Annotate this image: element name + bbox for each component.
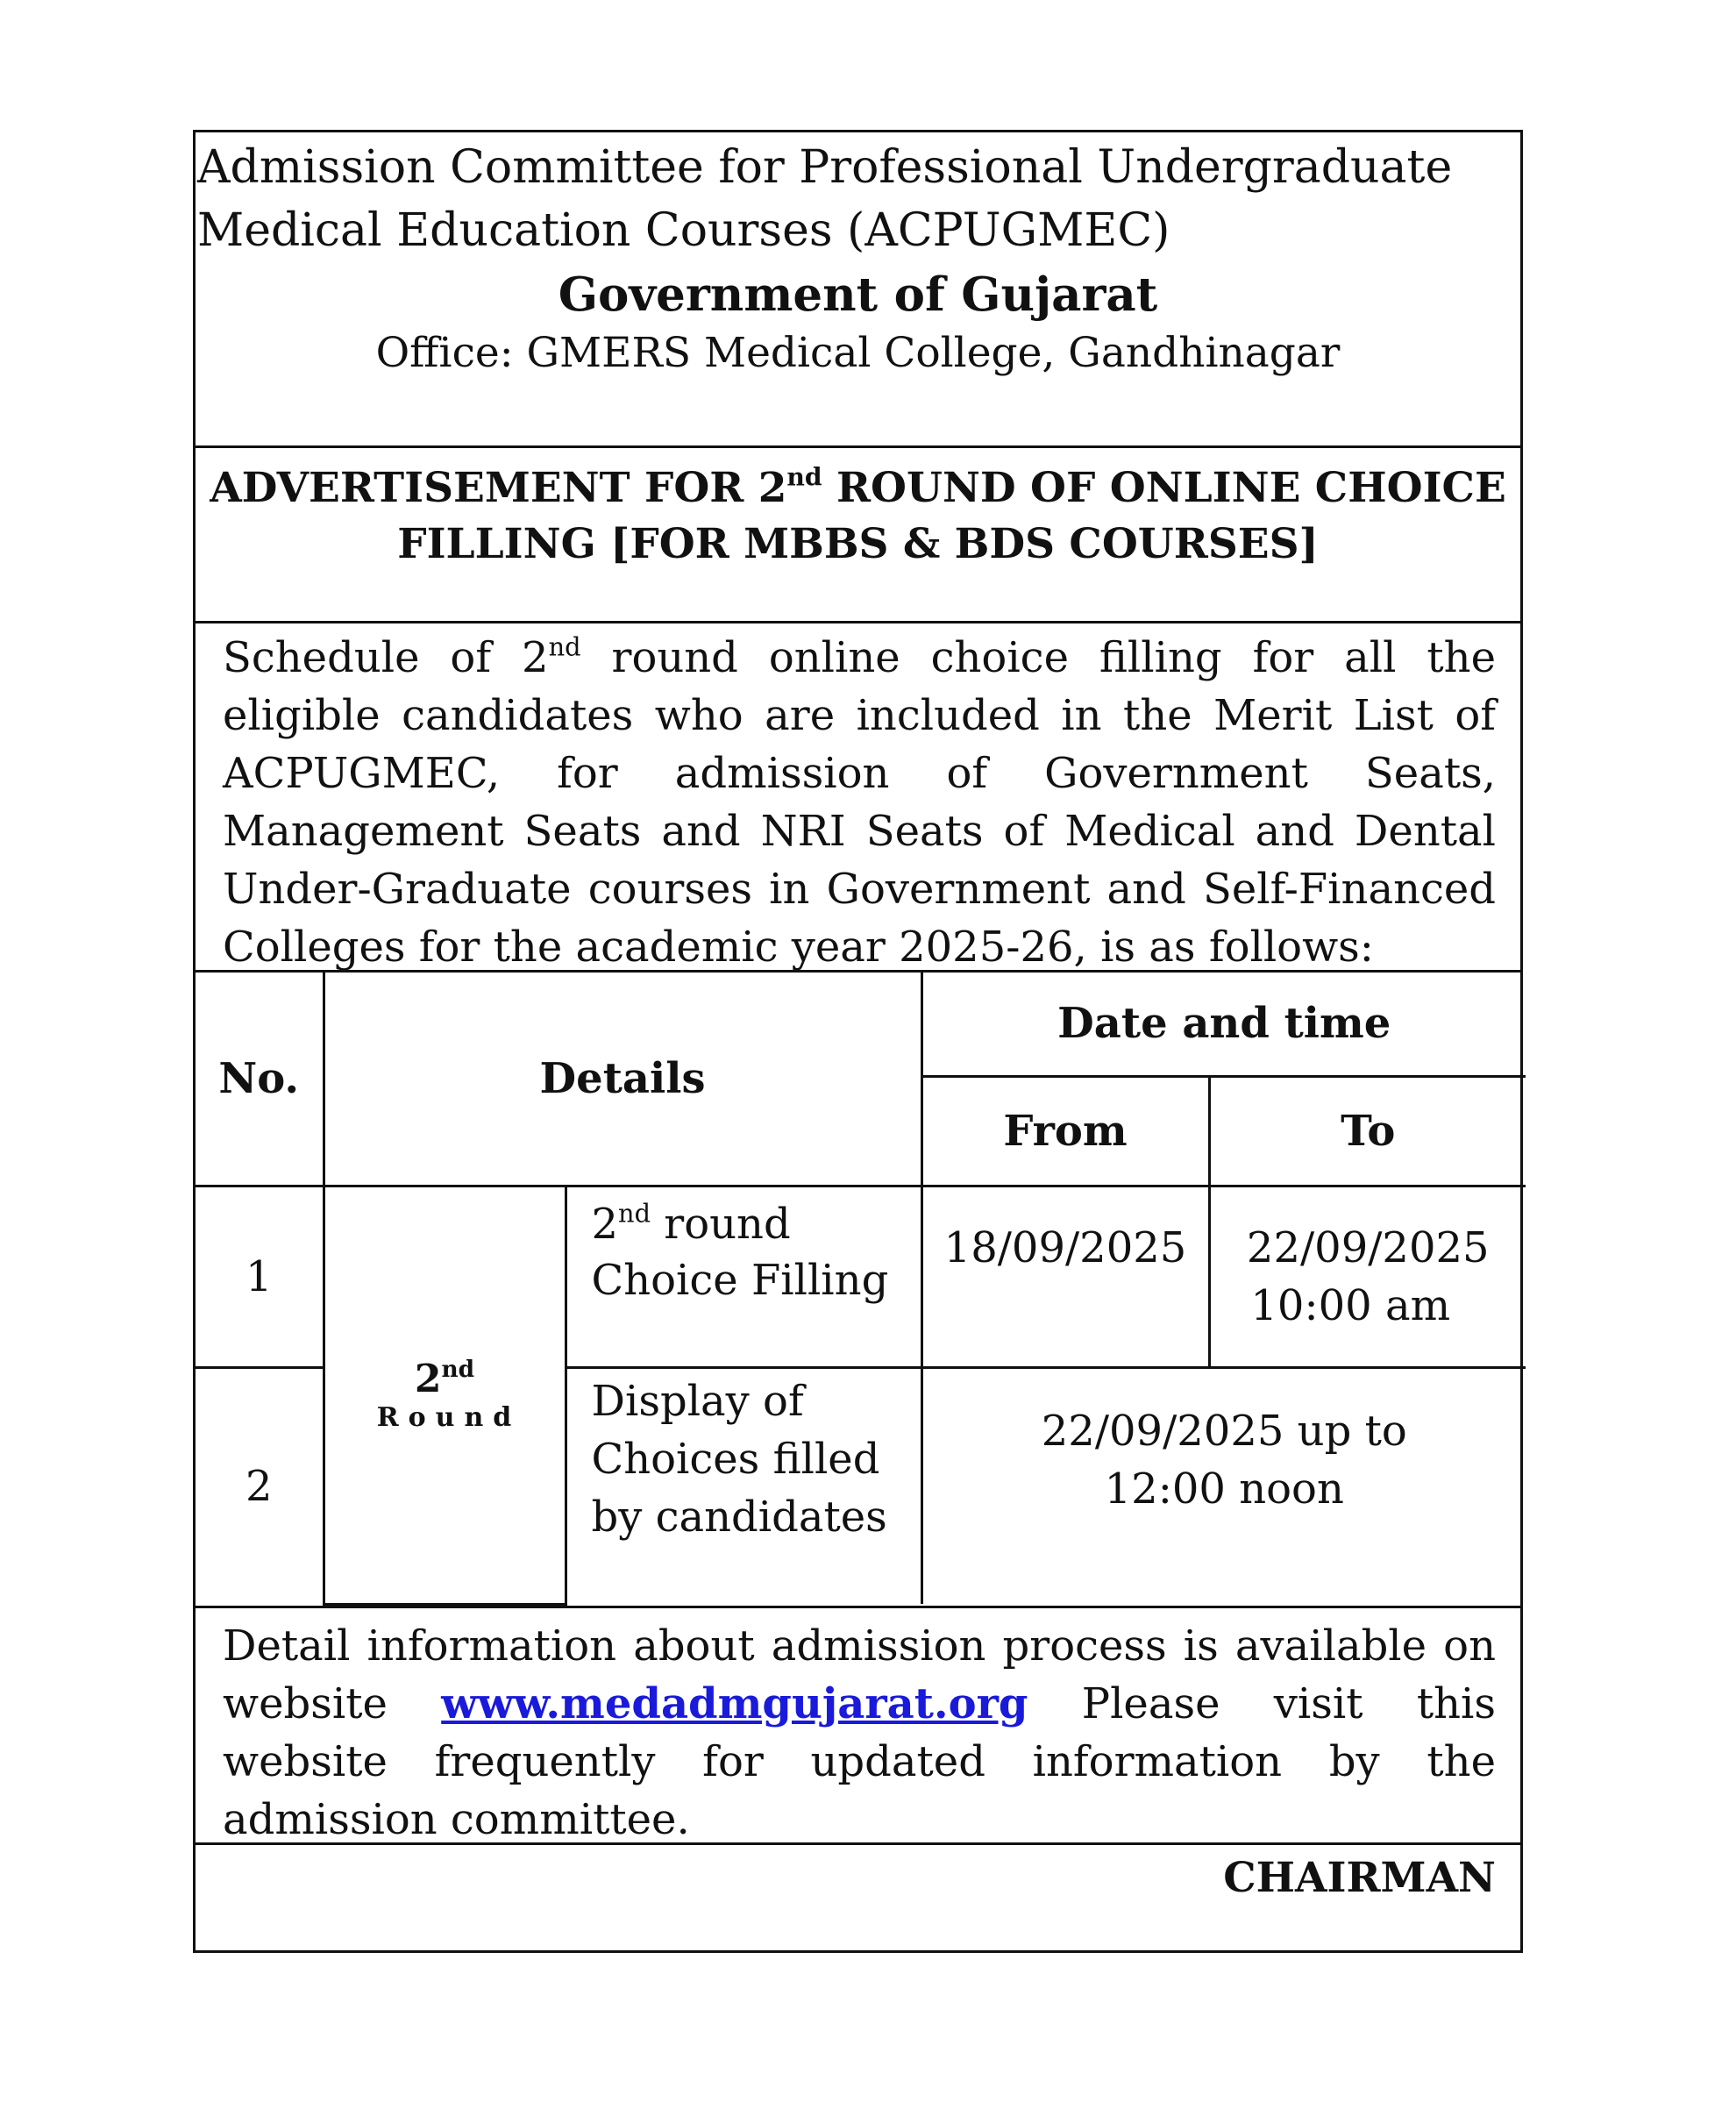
info-text-b: Please visit this website frequently for updated information by the admission committee. bbox=[223, 1678, 1496, 1844]
advertisement-title-line-2: FILLING [FOR MBBS & BDS COURSES] bbox=[397, 520, 1319, 568]
advertisement-title bbox=[196, 448, 1520, 623]
round-number-ordinal: nd bbox=[441, 1355, 475, 1383]
website-link[interactable]: www.medadmgujarat.org bbox=[441, 1678, 1028, 1728]
row-date-line-2: 12:00 noon bbox=[1104, 1464, 1344, 1514]
committee-name-line-1: Admission Committee for Professional Undergraduate bbox=[197, 141, 1453, 194]
row-detail-prefix: 2 bbox=[591, 1199, 619, 1249]
advertisement-document bbox=[193, 130, 1523, 1953]
round-number bbox=[325, 1357, 565, 1402]
schedule-intro bbox=[196, 623, 1520, 973]
round-word: Round bbox=[376, 1402, 522, 1433]
chairman-signature: CHAIRMAN bbox=[1223, 1853, 1496, 1902]
round-label bbox=[324, 1186, 566, 1604]
government-title: Government of Gujarat bbox=[558, 267, 1158, 322]
row-detail bbox=[566, 1186, 921, 1367]
intro-text-b: round online choice filling for all the eligible candidates who are included in the Merit List of ACPUGMEC, for admission of Government Seats, Management Seats and NRI Seats of Medical and Dental Under-Graduate courses in Government and Self-Financed Colleges for the academic year 2025-26, is as follows: bbox=[223, 633, 1496, 972]
info-text-a: Detail information about admission process is available on website bbox=[223, 1621, 1496, 1728]
advertisement-title-text-a: ADVERTISEMENT FOR 2 bbox=[210, 464, 787, 512]
schedule-table-section bbox=[196, 973, 1520, 1608]
committee-name-line-2: Medical Education Courses (ACPUGMEC) bbox=[197, 204, 1170, 257]
schedule-table bbox=[196, 973, 1526, 1606]
row-detail-text: round Choice Filling bbox=[591, 1199, 889, 1305]
office-address: Office: GMERS Medical College, Gandhinagar bbox=[375, 329, 1341, 377]
row-date-combined bbox=[921, 1367, 1526, 1604]
row-number: 1 bbox=[196, 1186, 324, 1367]
row-from-date: 18/09/2025 bbox=[921, 1186, 1209, 1367]
row-to-time: 10:00 am bbox=[1250, 1280, 1451, 1330]
row-number: 2 bbox=[196, 1367, 324, 1604]
row-to-datetime bbox=[1209, 1186, 1526, 1367]
row-detail: Display of Choices filled by candidates bbox=[566, 1367, 921, 1604]
row-detail-ordinal: nd bbox=[618, 1197, 651, 1228]
row-date-line-1: 22/09/2025 up to bbox=[1041, 1406, 1407, 1456]
website-info bbox=[196, 1608, 1520, 1845]
advertisement-title-ordinal: nd bbox=[786, 462, 822, 492]
header-details: Details bbox=[324, 973, 921, 1186]
header-section bbox=[196, 132, 1520, 448]
intro-ordinal: nd bbox=[548, 631, 581, 662]
round-number-digit: 2 bbox=[414, 1357, 442, 1401]
table-row bbox=[196, 1186, 1526, 1367]
header-to: To bbox=[1209, 1076, 1526, 1186]
row-to-date: 22/09/2025 bbox=[1246, 1222, 1490, 1272]
advertisement-title-line-1 bbox=[196, 460, 1520, 517]
header-date-and-time: Date and time bbox=[921, 973, 1526, 1076]
header-no: No. bbox=[196, 973, 324, 1186]
advertisement-title-text-b: ROUND OF ONLINE CHOICE bbox=[822, 464, 1506, 512]
intro-text-a: Schedule of 2 bbox=[223, 633, 549, 682]
header-from: From bbox=[921, 1076, 1209, 1186]
